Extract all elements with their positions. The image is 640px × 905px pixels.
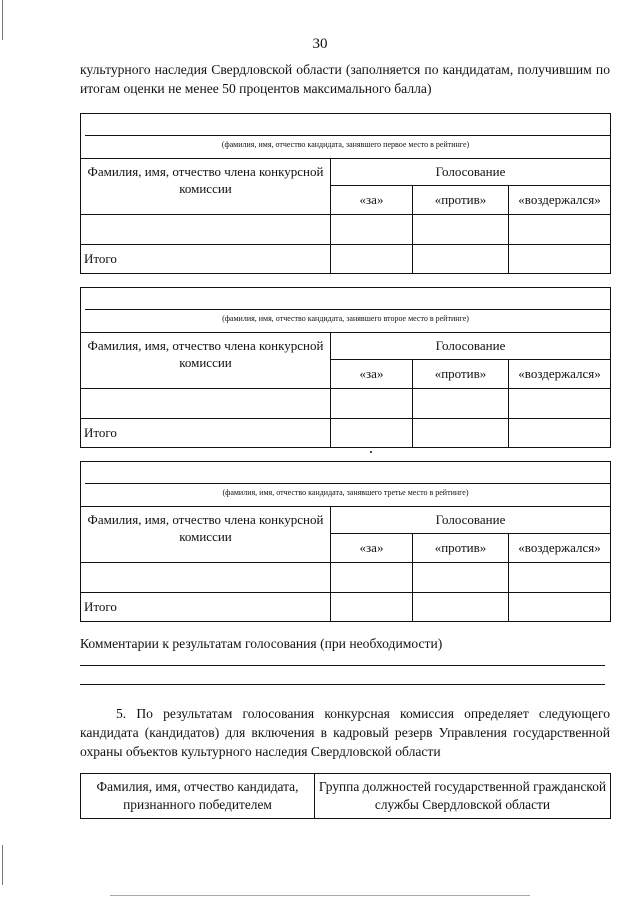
- candidate-name-cell[interactable]: [81, 462, 611, 507]
- abstain-cell[interactable]: [509, 389, 611, 419]
- member-header: Фамилия, имя, отчество члена конкурсной комиссии: [81, 333, 331, 389]
- left-margin-mark-bottom: [2, 845, 3, 885]
- candidate-name-line: [85, 309, 610, 310]
- voting-header: Голосование: [331, 159, 611, 186]
- total-against-cell[interactable]: [413, 245, 509, 274]
- member-name-cell[interactable]: [81, 215, 331, 245]
- winner-name-header: Фамилия, имя, отчество кандидата, признанного победителем: [81, 774, 315, 819]
- vote-table-first-place: [80, 113, 610, 274]
- member-name-cell[interactable]: [81, 563, 331, 593]
- against-cell[interactable]: [413, 389, 509, 419]
- voting-header: Голосование: [331, 507, 611, 534]
- against-cell[interactable]: [413, 215, 509, 245]
- for-header: «за»: [331, 186, 413, 215]
- candidate-name-cell[interactable]: [81, 288, 611, 333]
- table-row: [81, 563, 611, 593]
- footer-line: [110, 895, 530, 896]
- stray-dot: [370, 451, 372, 453]
- total-for-cell[interactable]: [331, 419, 413, 448]
- member-name-cell[interactable]: [81, 389, 331, 419]
- against-header: «против»: [413, 534, 509, 563]
- for-header: «за»: [331, 360, 413, 389]
- vote-table-second-place: [80, 287, 610, 448]
- for-header: «за»: [331, 534, 413, 563]
- candidate-name-cell[interactable]: [81, 114, 611, 159]
- total-abstain-cell[interactable]: [509, 419, 611, 448]
- total-row: [81, 245, 611, 274]
- abstain-header: «воздержался»: [509, 534, 611, 563]
- winner-table: [80, 773, 610, 819]
- total-against-cell[interactable]: [413, 419, 509, 448]
- candidate-name-caption: (фамилия, имя, отчество кандидата, занявшего первое место в рейтинге): [221, 140, 470, 149]
- member-header: Фамилия, имя, отчество члена конкурсной комиссии: [81, 507, 331, 563]
- intro-text: культурного наследия Свердловской области (заполняется по кандидатам, получившим по итогам оценки не менее 50 процентов максимального балла): [80, 62, 610, 96]
- page-number: 30: [312, 36, 328, 52]
- vote-table-third-place: [80, 461, 610, 622]
- paragraph-5-text: 5. По результатам голосования конкурсная комиссия определяет следующего кандидата (кандидатов) для включения в кадровый резерв Управления государственной охраны объектов культурного наследия Свердловской области: [80, 706, 610, 759]
- candidate-name-line: [85, 483, 610, 484]
- total-against-cell[interactable]: [413, 593, 509, 622]
- for-cell[interactable]: [331, 389, 413, 419]
- comment-line-1[interactable]: [80, 665, 605, 666]
- total-abstain-cell[interactable]: [509, 593, 611, 622]
- abstain-cell[interactable]: [509, 215, 611, 245]
- comments-label: Комментарии к результатам голосования (при необходимости): [80, 636, 443, 651]
- total-abstain-cell[interactable]: [509, 245, 611, 274]
- member-header: Фамилия, имя, отчество члена конкурсной комиссии: [81, 159, 331, 215]
- abstain-header: «воздержался»: [509, 360, 611, 389]
- total-row: [81, 593, 611, 622]
- table-row: [81, 215, 611, 245]
- total-for-cell[interactable]: [331, 245, 413, 274]
- left-margin-mark: [2, 0, 3, 40]
- candidate-name-caption: (фамилия, имя, отчество кандидата, занявшего третье место в рейтинге): [222, 488, 469, 497]
- abstain-cell[interactable]: [509, 563, 611, 593]
- position-group-header: Группа должностей государственной гражданской службы Свердловской области: [315, 774, 611, 819]
- against-header: «против»: [413, 360, 509, 389]
- abstain-header: «воздержался»: [509, 186, 611, 215]
- candidate-name-line: [85, 135, 610, 136]
- candidate-name-caption: (фамилия, имя, отчество кандидата, занявшего второе место в рейтинге): [222, 314, 469, 323]
- against-cell[interactable]: [413, 563, 509, 593]
- total-row: [81, 419, 611, 448]
- comment-line-2[interactable]: [80, 684, 605, 685]
- for-cell[interactable]: [331, 215, 413, 245]
- total-label: Итого: [81, 419, 331, 448]
- paragraph-5: [80, 704, 610, 761]
- total-for-cell[interactable]: [331, 593, 413, 622]
- total-label: Итого: [81, 593, 331, 622]
- for-cell[interactable]: [331, 563, 413, 593]
- table-row: [81, 389, 611, 419]
- voting-header: Голосование: [331, 333, 611, 360]
- against-header: «против»: [413, 186, 509, 215]
- total-label: Итого: [81, 245, 331, 274]
